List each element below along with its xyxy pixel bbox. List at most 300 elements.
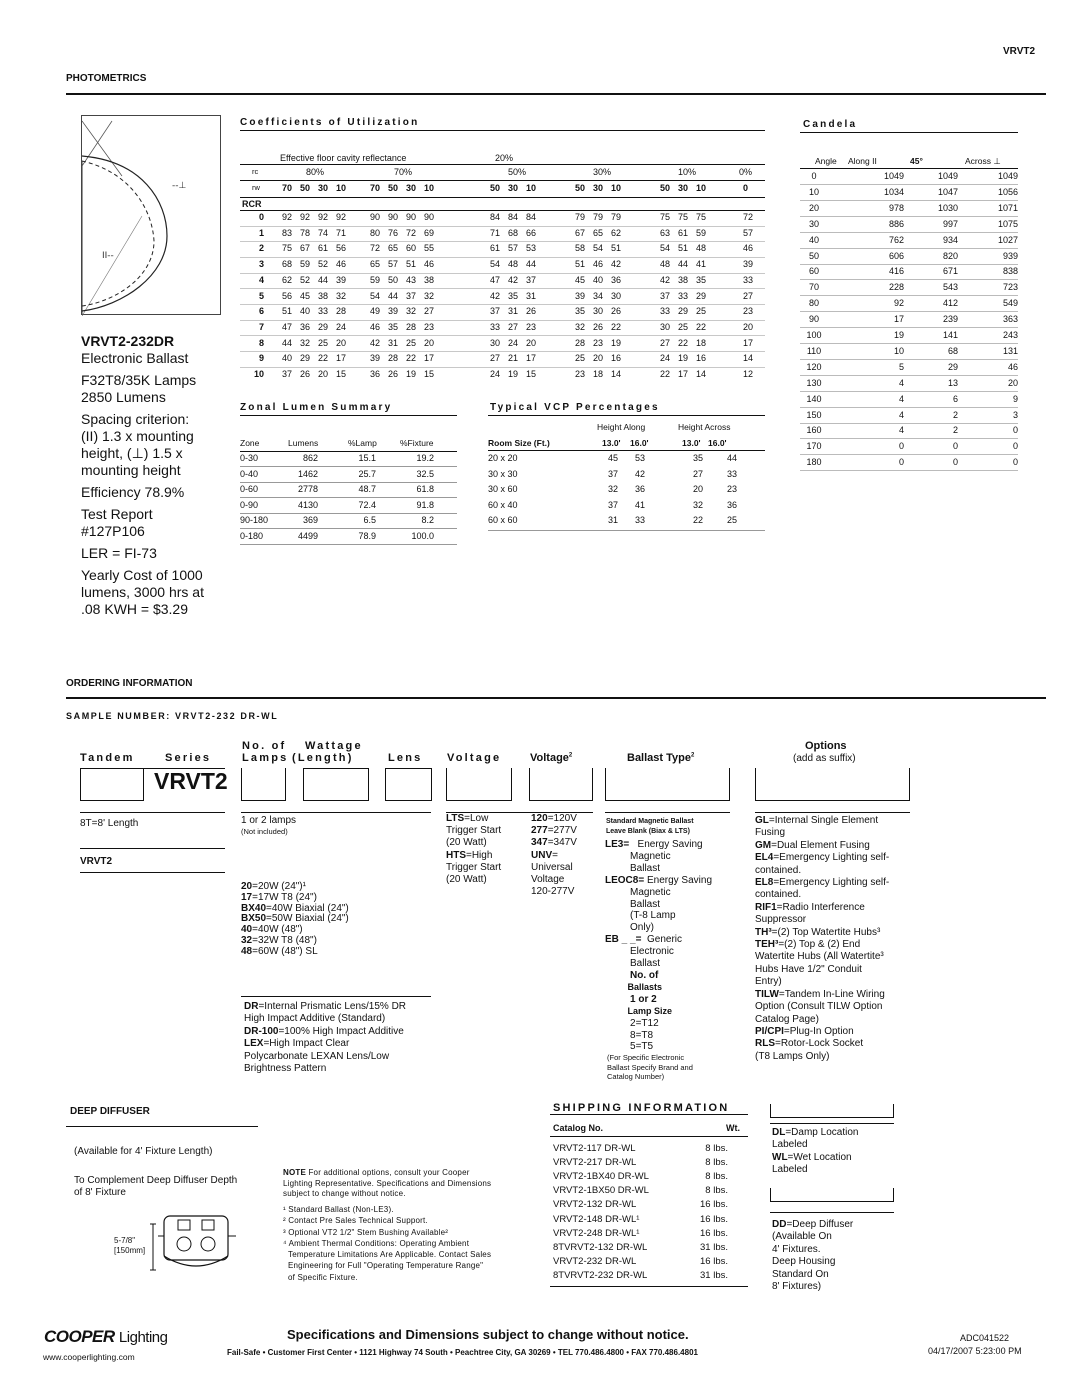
- candela-value: 4: [898, 409, 904, 420]
- ballast-option: Only): [605, 922, 654, 934]
- cu-value: 67: [575, 227, 586, 238]
- cu-value: 18: [593, 369, 604, 379]
- ballast-note: [607, 1053, 693, 1082]
- candela-value: 4: [898, 425, 904, 436]
- col-voltage-ext: Voltage$^2$: [530, 752, 573, 764]
- zonal-value: 4130: [297, 499, 318, 510]
- candela-row-rule: [800, 248, 1018, 249]
- shipping-weight: 16 lbs.: [700, 1227, 728, 1239]
- candela-row-rule: [800, 184, 1018, 185]
- cu-value: 69: [424, 227, 435, 238]
- cu-value: 31: [526, 290, 537, 301]
- section-photometrics: PHOTOMETRICS: [66, 73, 147, 84]
- cu-value: 75: [696, 212, 707, 222]
- cu-value: 14: [696, 369, 707, 379]
- zonal-header: Zone: [240, 438, 260, 448]
- product-line: Electronic Ballast: [81, 350, 189, 366]
- ballast-code: LEOC8=: [605, 874, 645, 886]
- ballast-option: 8=T8: [605, 1029, 654, 1041]
- option-item-code: EL8: [755, 877, 774, 889]
- options2-list: [772, 1127, 858, 1177]
- cu-value: 45: [575, 274, 586, 285]
- deep-diffuser-title: DEEP DIFFUSER: [70, 1106, 150, 1117]
- candela-value: 363: [1002, 314, 1018, 325]
- cu-value: 23: [593, 337, 604, 348]
- candela-value: 20: [808, 202, 819, 213]
- options-rule: [770, 1212, 894, 1213]
- cu-row-rule: [240, 320, 765, 321]
- svg-text:II--: II--: [102, 251, 114, 261]
- footnote-line: Engineering for Full "Operating Temperature Range": [288, 1261, 484, 1271]
- ballast-list: [605, 839, 712, 1053]
- candela-row-rule: [800, 279, 1018, 280]
- vcp-height-along: Height Along: [597, 422, 646, 432]
- lamps-box[interactable]: [241, 768, 286, 801]
- tandem-option: 8T=8' Length: [80, 818, 139, 829]
- cu-value: 74: [318, 227, 329, 238]
- candela-header: Angle: [815, 156, 837, 166]
- cu-value: 57: [508, 243, 519, 254]
- ballast-head-1: Standard Magnetic Ballast: [606, 818, 694, 825]
- cu-value: 39: [575, 290, 586, 301]
- lens-option-code: DR: [244, 1001, 259, 1012]
- voltage-list: [446, 813, 501, 886]
- cu-value: 25: [575, 353, 586, 364]
- candela-value: 1056: [997, 186, 1018, 197]
- col-voltage: Voltage: [447, 752, 502, 764]
- cu-value: 20: [743, 321, 754, 332]
- lens-box[interactable]: [385, 768, 432, 801]
- cu-value: 30: [660, 321, 671, 332]
- cu-value: 22: [678, 337, 689, 348]
- option-item: Fusing: [755, 827, 786, 839]
- cu-value: 49: [370, 306, 381, 317]
- ballast-code: EB _ _=: [605, 934, 642, 946]
- shipping-weight: 8 lbs.: [705, 1143, 728, 1154]
- shipping-weight: 31 lbs.: [700, 1241, 728, 1253]
- footnote-line: ⁴ Ambient Thermal Conditions: Operating Ambient: [283, 1238, 470, 1248]
- cu-value: 48: [660, 259, 671, 270]
- cu-value: 52: [300, 274, 311, 285]
- shipping-catalog: VRVT2-248 DR-WL¹: [553, 1227, 640, 1239]
- option-item: contained.: [755, 889, 802, 901]
- cu-value: 39: [388, 306, 399, 317]
- candela-row-rule: [800, 423, 1018, 424]
- svg-text:--⊥: --⊥: [172, 181, 187, 191]
- cu-rw-value: 10: [336, 183, 347, 193]
- ballast-box[interactable]: [605, 768, 730, 801]
- option-item-code: RIF1: [755, 901, 777, 913]
- cu-rw-label: rw: [252, 183, 260, 192]
- cu-rw-value: 70: [282, 183, 293, 193]
- cu-rw-value: 50: [490, 183, 501, 193]
- ballast-option: 1 or 2: [605, 993, 657, 1005]
- footnotes: [283, 1204, 543, 1283]
- cu-value: 43: [406, 274, 417, 285]
- candela-row-rule: [800, 343, 1018, 344]
- option-item-code: TEH³: [755, 939, 779, 951]
- cu-value: 37: [406, 290, 417, 301]
- lens-option: LEX=High Impact Clear: [244, 1038, 350, 1050]
- candela-row-rule: [800, 264, 1018, 265]
- cu-floor-label: Effective floor cavity reflectance: [280, 153, 407, 163]
- cu-value: 33: [743, 274, 754, 285]
- cu-value: 40: [300, 306, 311, 317]
- cu-rcr-value: 10: [254, 369, 265, 379]
- cu-value: 24: [336, 321, 347, 332]
- cu-row-rule: [240, 226, 765, 227]
- product-line: Spacing criterion:: [81, 411, 190, 427]
- cu-value: 14: [611, 369, 622, 379]
- cu-value: 37: [526, 274, 537, 285]
- cu-value: 32: [406, 306, 417, 317]
- option-item: 4' Fixtures.: [772, 1243, 821, 1255]
- cu-value: 28: [336, 306, 347, 317]
- candela-value: 1049: [883, 171, 904, 181]
- candela-value: 100: [806, 330, 822, 340]
- product-line: (II) 1.3 x mounting: [81, 428, 194, 444]
- zonal-row-rule: [240, 466, 457, 467]
- option-item-code: GM: [755, 839, 772, 851]
- cu-value: 57: [388, 259, 399, 270]
- zonal-value: 100.0: [411, 531, 434, 541]
- ballast-option: Electronic: [605, 946, 674, 958]
- vcp-room-label: Room Size (Ft.): [488, 438, 550, 448]
- cu-value: 65: [388, 243, 399, 254]
- candela-value: 228: [888, 282, 904, 293]
- candela-value: 0: [1012, 425, 1018, 436]
- zonal-value: 0-90: [240, 499, 259, 510]
- cu-value: 33: [490, 321, 501, 332]
- candela-value: 0: [1012, 457, 1018, 468]
- vcp-value: 22: [693, 515, 704, 526]
- vcp-value: 32: [693, 499, 704, 510]
- candela-row-rule: [800, 391, 1018, 392]
- cu-value: 54: [370, 290, 381, 301]
- candela-value: 412: [942, 298, 958, 309]
- cu-value: 44: [526, 259, 537, 270]
- option-item: Deep Housing: [772, 1256, 836, 1268]
- candela-value: 2: [952, 409, 958, 420]
- zonal-value: 25.7: [358, 468, 376, 479]
- product-line: Yearly Cost of 1000: [81, 567, 203, 583]
- candela-value: 939: [1002, 250, 1018, 261]
- wattage-option-code: 20: [241, 881, 253, 892]
- wattage-option: 20=20W (24")¹: [241, 881, 306, 892]
- candela-value: 0: [811, 171, 817, 181]
- voltage2-option-code: 347: [531, 837, 548, 849]
- lens-option: DR-100=100% High Impact Additive: [244, 1025, 404, 1037]
- options3-box[interactable]: [770, 1188, 894, 1202]
- wattage-box[interactable]: [303, 768, 369, 801]
- candela-value: 0: [952, 441, 958, 452]
- candela-value: 978: [888, 202, 904, 213]
- option-item: TEH³=(2) Top & (2) End: [755, 939, 861, 951]
- cu-value: 20: [336, 337, 347, 348]
- cu-value: 59: [370, 274, 381, 285]
- cu-value: 62: [611, 227, 622, 238]
- candela-row-rule: [800, 407, 1018, 408]
- voltage-box[interactable]: [446, 768, 512, 801]
- shipping-catalog: VRVT2-217 DR-WL: [553, 1157, 637, 1169]
- zonal-value: 1462: [297, 468, 318, 479]
- col-options: Options: [805, 740, 847, 752]
- cu-value: 42: [660, 274, 671, 285]
- cu-value: 71: [336, 227, 347, 238]
- candela-row-rule: [800, 375, 1018, 376]
- product-line: height, (⊥) 1.5 x: [81, 445, 183, 461]
- cu-value: 90: [388, 212, 399, 222]
- candela-value: 17: [893, 314, 904, 325]
- option-item: Labeled: [772, 1164, 808, 1176]
- cu-value: 27: [508, 321, 519, 332]
- ballast-option: Ballast: [605, 898, 661, 910]
- options-box[interactable]: [755, 768, 910, 801]
- cu-value: 25: [318, 337, 329, 348]
- zonal-header: Lumens: [288, 438, 319, 448]
- cu-value: 33: [318, 306, 329, 317]
- voltage-ext-box[interactable]: [529, 768, 593, 801]
- vcp-value: 45: [608, 453, 619, 463]
- tandem-box[interactable]: [80, 768, 144, 801]
- voltage-option: (20 Watt): [446, 837, 487, 849]
- note-block: [283, 1168, 538, 1200]
- wattage-option: BX50=50W Biaxial (24"): [241, 913, 349, 925]
- candela-value: 3: [1012, 409, 1018, 420]
- cu-rcr-value: 5: [259, 290, 265, 301]
- cu-value: 84: [490, 212, 501, 222]
- option-item-code: DD: [772, 1219, 787, 1230]
- lamps-rule: [241, 812, 431, 813]
- option-item: Catalog Page): [755, 1013, 819, 1025]
- cu-rw-value: 50: [300, 183, 311, 193]
- ballast-option: Ballast: [605, 958, 661, 970]
- cu-value: 25: [678, 321, 689, 332]
- cu-value: 39: [336, 274, 347, 285]
- cu-value: 25: [696, 306, 707, 317]
- wattage-option-code: BX40: [241, 902, 267, 914]
- candela-header: 45°: [910, 156, 923, 166]
- cu-rcr-value: 3: [259, 259, 265, 270]
- vcp-value: 37: [608, 499, 619, 510]
- option-item: DD=Deep Diffuser: [772, 1219, 854, 1230]
- polar-diagram: [81, 115, 221, 315]
- cu-rw-value: 10: [696, 183, 707, 193]
- cu-value: 75: [660, 212, 671, 222]
- candela-row-rule: [800, 470, 1018, 471]
- note-line: subject to change without notice.: [283, 1189, 406, 1198]
- candela-value: 1034: [883, 186, 904, 197]
- cu-value: 27: [743, 290, 754, 301]
- vcp-header-rule: [488, 450, 765, 451]
- zonal-value: 72.4: [358, 499, 376, 510]
- cu-value: 47: [490, 274, 501, 285]
- voltage-option-code: HTS: [446, 849, 466, 861]
- cu-rule: [240, 197, 765, 198]
- cu-value: 79: [575, 212, 586, 222]
- voltage2-option-code: 120: [531, 813, 548, 824]
- candela-value: 9: [1012, 393, 1018, 404]
- footnote-line: ² Contact Pre Sales Technical Support.: [283, 1216, 428, 1226]
- product-line: #127P106: [81, 523, 145, 539]
- vcp-rule: [488, 415, 765, 416]
- cu-table: [240, 150, 765, 390]
- cu-value: 61: [490, 243, 501, 254]
- footnote-line: ³ Optional VT2 1/2" Stem Bushing Available²: [283, 1227, 449, 1237]
- cu-row-rule: [240, 367, 765, 368]
- sample-number: SAMPLE NUMBER: VRVT2-232 DR-WL: [66, 711, 279, 721]
- option-item: Entry): [755, 976, 782, 988]
- series-name: VRVT2: [154, 768, 228, 794]
- ballast-option: Ballast: [605, 862, 661, 874]
- cu-value: 22: [318, 353, 329, 364]
- candela-value: 19: [893, 330, 904, 340]
- cu-value: 72: [743, 212, 754, 222]
- cu-rw-value: 70: [370, 183, 381, 193]
- col-series: Series: [165, 752, 212, 764]
- cu-rw-value: 30: [318, 183, 329, 193]
- voltage2-option: UNV=: [531, 849, 558, 861]
- spec-notice: Specifications and Dimensions subject to change without notice.: [287, 1327, 689, 1342]
- candela-title: Candela: [803, 119, 858, 130]
- tandem-rule: [80, 812, 225, 813]
- candela-value: 80: [808, 298, 819, 309]
- vcp-value: 37: [608, 468, 619, 479]
- cu-rw-value: 30: [508, 183, 519, 193]
- zonal-value: 90-180: [240, 515, 269, 526]
- cu-rw-value: 30: [678, 183, 689, 193]
- cu-value: 17: [526, 353, 537, 364]
- candela-value: 150: [806, 409, 822, 420]
- cu-value: 51: [406, 259, 417, 270]
- vcp-value: 20: [693, 484, 704, 495]
- cu-value: 65: [593, 227, 604, 238]
- cu-value: 92: [300, 212, 311, 222]
- cu-value: 68: [508, 227, 519, 238]
- candela-value: 723: [1002, 282, 1018, 293]
- candela-value: 130: [806, 377, 822, 388]
- wattage-option: BX40=40W Biaxial (24"): [241, 902, 349, 914]
- cu-rw-value: 30: [406, 183, 417, 193]
- option-item-code: RLS: [755, 1038, 775, 1050]
- cu-value: 48: [508, 259, 519, 270]
- product-line: Test Report: [81, 506, 153, 522]
- cu-rc-value: 30%: [593, 167, 612, 177]
- wattage-option-code: 40: [241, 924, 253, 936]
- cu-value: 59: [300, 259, 311, 270]
- ballast-option: 2=T12: [605, 1017, 659, 1029]
- footnote-line: Temperature Limitations Are Applicable. Contact Sales: [288, 1250, 492, 1260]
- options-rule: [755, 812, 910, 813]
- cu-value: 26: [300, 369, 311, 379]
- vcp-value: 27: [693, 468, 704, 479]
- ballast-option: Lamp Size: [605, 1005, 673, 1016]
- cu-value: 23: [743, 306, 754, 317]
- lamps-option: 1 or 2 lamps: [241, 815, 297, 826]
- zonal-row-rule: [240, 513, 457, 514]
- cu-rc-row: [240, 167, 765, 180]
- options2-box[interactable]: [770, 1104, 894, 1118]
- candela-value: 1049: [997, 171, 1018, 181]
- candela-value: 92: [893, 298, 904, 309]
- candela-value: 141: [942, 330, 958, 340]
- cu-value: 28: [388, 353, 399, 364]
- tandem-vrvt2: VRVT2: [80, 856, 113, 867]
- cu-value: 90: [424, 212, 435, 222]
- cu-value: 92: [336, 212, 347, 222]
- cu-value: 39: [743, 259, 754, 270]
- vcp-value: 35: [693, 453, 704, 463]
- wattage-option: 17=17W T8 (24"): [241, 891, 317, 903]
- website-link[interactable]: www.cooperlighting.com: [43, 1352, 135, 1362]
- ballast-option: No. of: [605, 969, 659, 981]
- product-line: F32T8/35K Lamps: [81, 372, 197, 388]
- shipping-catalog: 8TVRVT2-232 DR-WL: [553, 1269, 648, 1281]
- ordering-title: ORDERING INFORMATION: [66, 678, 193, 689]
- cu-value: 44: [318, 274, 329, 285]
- cu-value: 59: [696, 227, 707, 238]
- cu-rc-label: rc: [252, 167, 259, 176]
- cu-title: Coefficients of Utilization: [240, 117, 420, 128]
- candela-value: 671: [942, 266, 958, 277]
- cu-value: 17: [336, 353, 347, 364]
- candela-value: 120: [806, 361, 822, 372]
- dim-1: 5-7/8": [114, 1236, 136, 1245]
- cu-value: 20: [318, 369, 329, 379]
- cu-value: 29: [696, 290, 707, 301]
- ballast-option: LE3= Energy Saving: [605, 839, 703, 850]
- candela-value: 1075: [997, 218, 1018, 229]
- candela-header: Along II: [848, 156, 877, 166]
- option-item-code: TILW: [755, 988, 779, 1000]
- product-line: mounting height: [81, 462, 181, 478]
- cu-value: 63: [660, 227, 671, 238]
- cu-value: 83: [282, 227, 293, 238]
- options-rule: [770, 1123, 894, 1124]
- cu-value: 51: [611, 243, 622, 254]
- col-tandem: Tandem: [80, 752, 135, 764]
- vcp-height-value: 13.0': [682, 438, 701, 448]
- cu-rcr-value: 1: [259, 227, 265, 238]
- zonal-value: 0-180: [240, 531, 264, 541]
- lens-option: Brightness Pattern: [244, 1063, 327, 1075]
- candela-value: 0: [1012, 441, 1018, 452]
- candela-value: 170: [806, 441, 822, 452]
- zonal-header: %Fixture: [400, 438, 434, 448]
- cu-rw-value: 50: [660, 183, 671, 193]
- option-item: EL4=Emergency Lighting self-: [755, 852, 890, 864]
- voltage2-option-code: UNV: [531, 849, 553, 861]
- candela-value: 6: [952, 393, 958, 404]
- cu-value: 57: [743, 227, 754, 238]
- model-code: VRVT2: [1003, 46, 1036, 57]
- cu-rw-value: 0: [743, 183, 749, 193]
- cu-value: 50: [388, 274, 399, 285]
- cu-value: 24: [490, 369, 501, 379]
- brand-suffix: Lighting: [118, 1329, 168, 1346]
- ballast-option: Magnetic: [605, 850, 671, 862]
- options-list: [755, 815, 889, 1063]
- candela-value: 70: [808, 282, 819, 293]
- candela-value: 239: [942, 314, 958, 325]
- candela-value: 40: [808, 234, 819, 245]
- wattage-option-code: BX50: [241, 913, 267, 925]
- candela-value: 543: [942, 282, 958, 293]
- vcp-height-value: 16.0': [708, 438, 727, 448]
- cu-title-rule: [240, 130, 765, 131]
- cu-value: 51: [282, 306, 293, 317]
- cu-value: 90: [370, 212, 381, 222]
